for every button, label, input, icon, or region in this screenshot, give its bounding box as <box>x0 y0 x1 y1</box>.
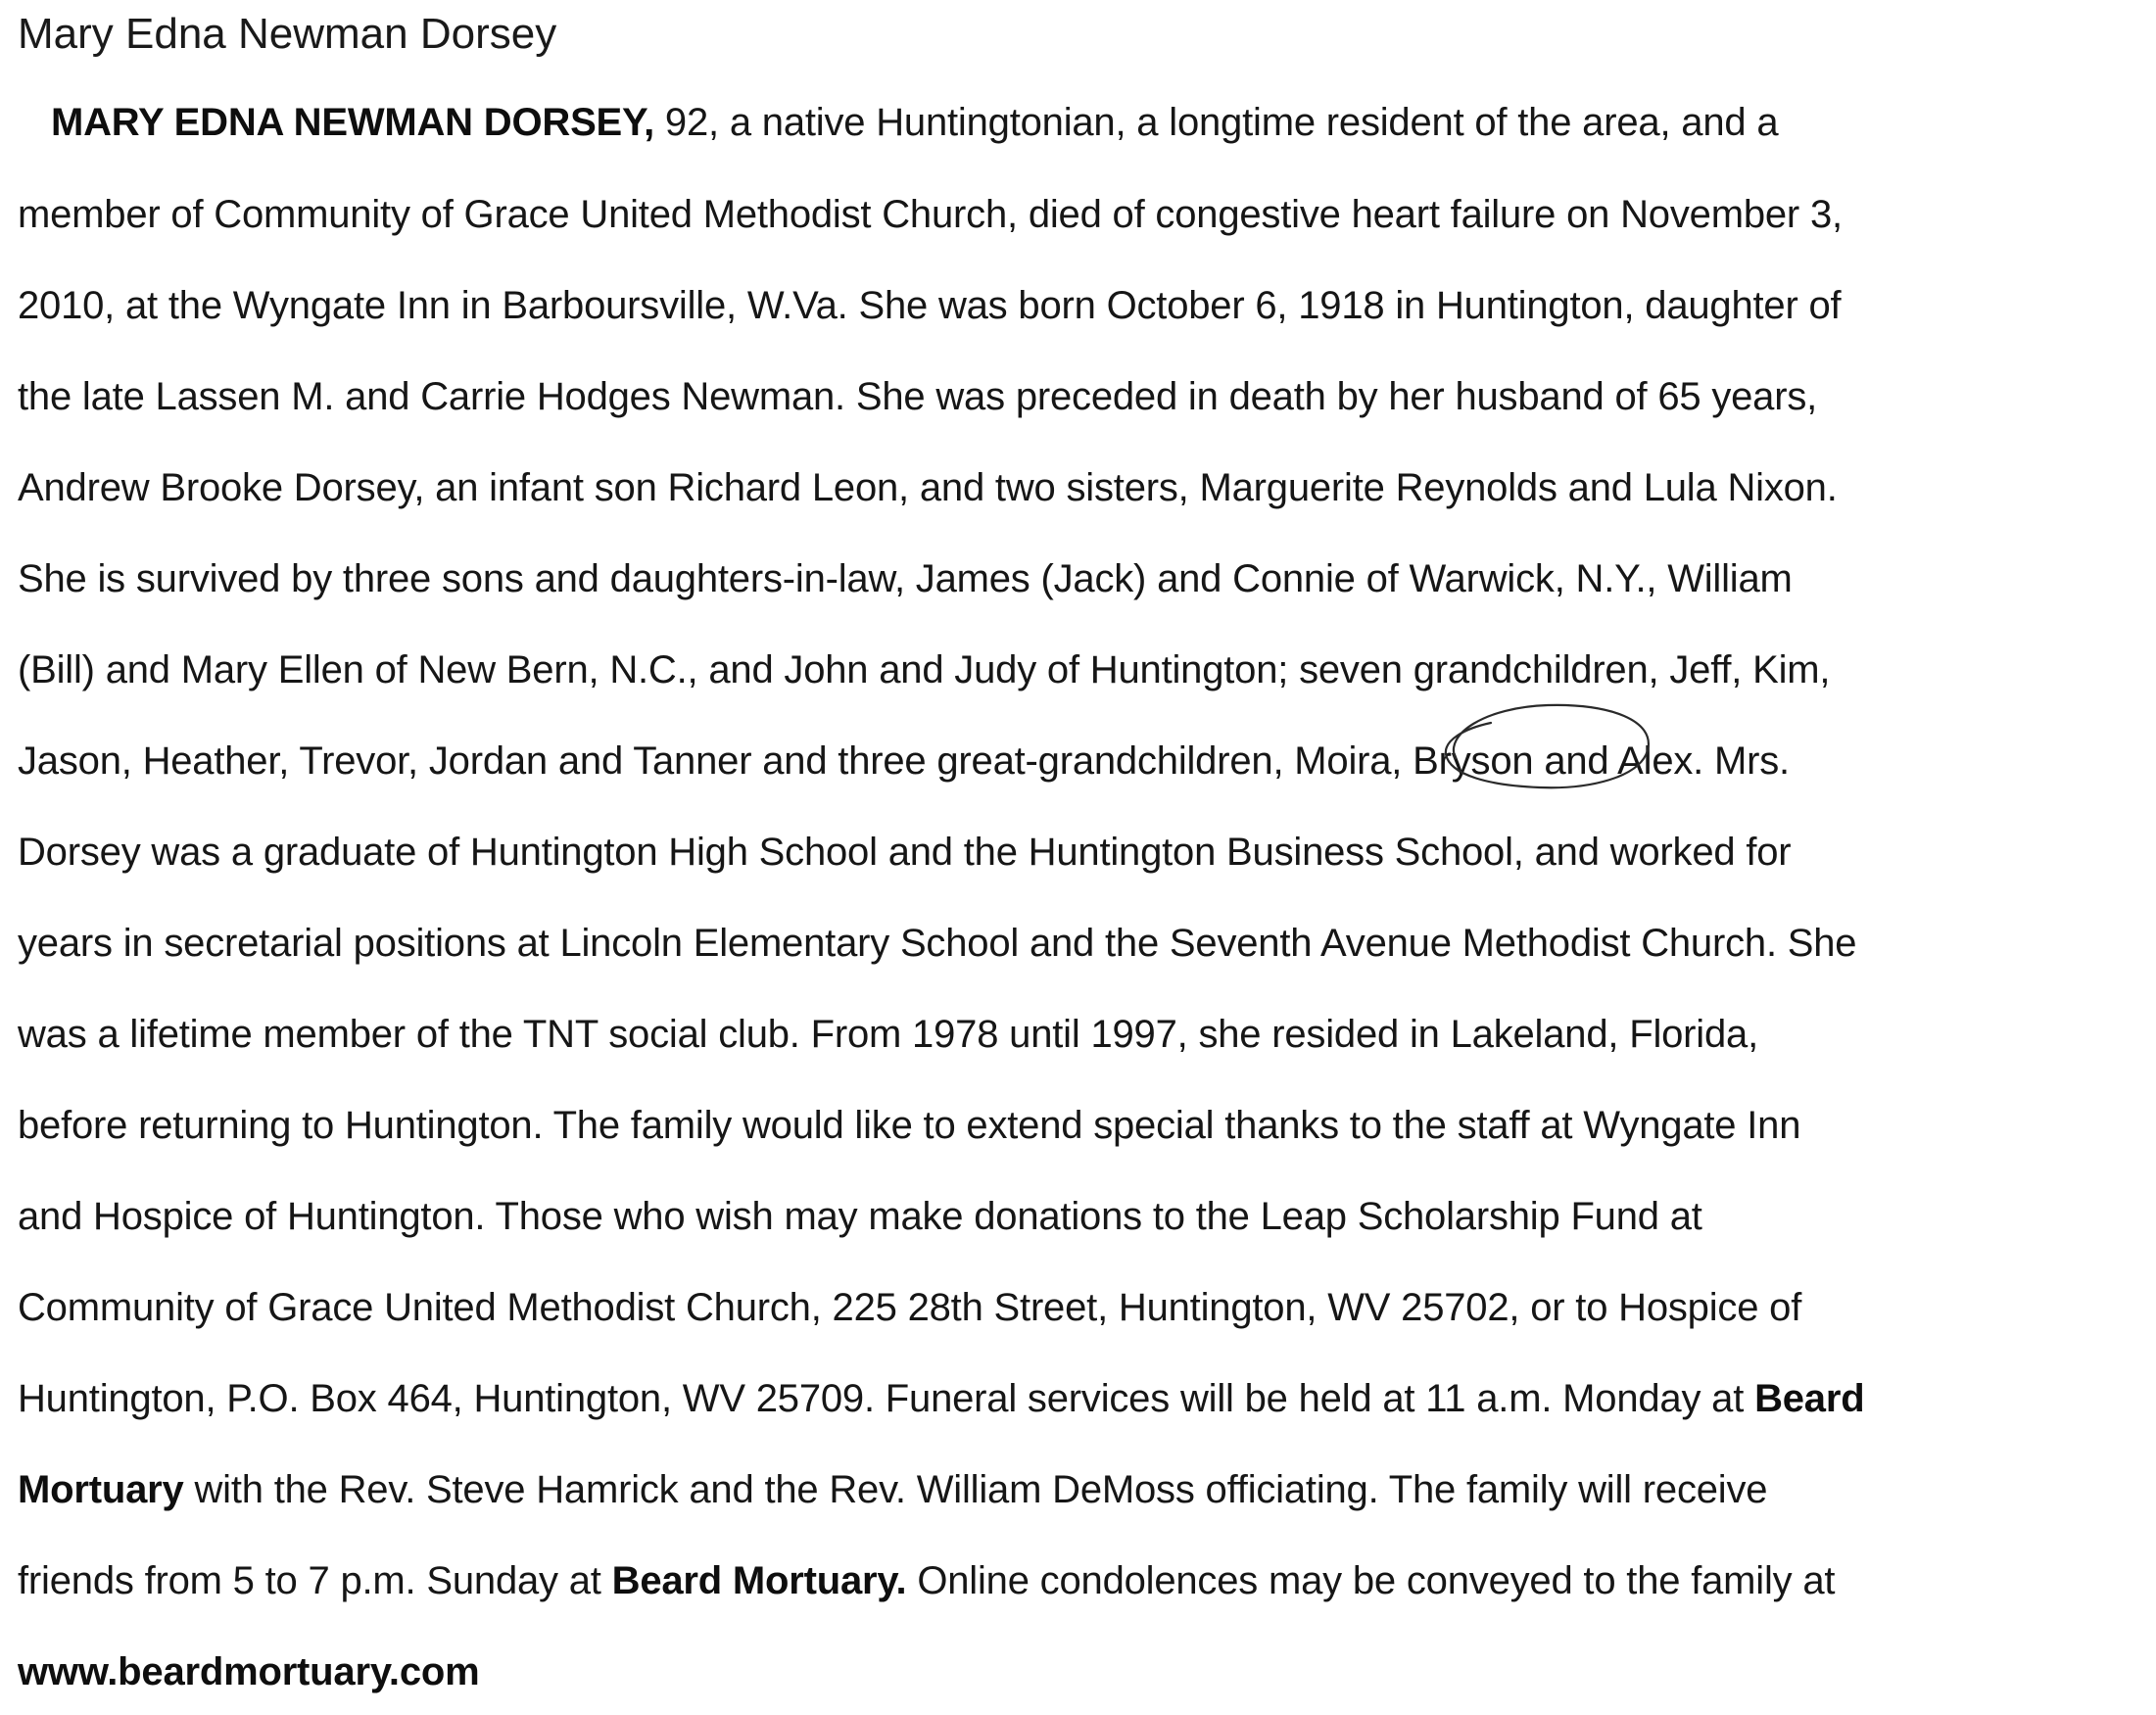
text-line-17-start: friends from 5 to 7 p.m. Sunday at <box>18 1559 612 1602</box>
funeral-home-name: Beard Mortuary. <box>611 1559 907 1602</box>
deceased-name: MARY EDNA NEWMAN DORSEY, <box>51 101 654 144</box>
funeral-home-name-part-2: Mortuary <box>18 1468 184 1511</box>
text-line-6: She is survived by three sons and daughters-in-law, James (Jack) and Connie of Warwick, N.Y., William <box>18 557 1793 600</box>
text-line-12: before returning to Huntington. The family would like to extend special thanks to the staff at Wyngate Inn <box>18 1104 1801 1147</box>
text-line-1 <box>18 99 2156 146</box>
text-line-17-rest: Online condolences may be conveyed to the family at <box>906 1559 1836 1602</box>
text-line-16-rest: with the Rev. Steve Hamrick and the Rev. William DeMoss officiating. The family will receive <box>183 1468 1768 1511</box>
text-line-13: and Hospice of Huntington. Those who wish may make donations to the Leap Scholarship Fund at <box>18 1195 1702 1238</box>
text-line-4: the late Lassen M. and Carrie Hodges Newman. She was preceded in death by her husband of 65 years, <box>18 375 1818 418</box>
text-line-15-main: Huntington, P.O. Box 464, Huntington, WV 25709. Funeral services will be held at 11 a.m. Monday at <box>18 1377 1755 1420</box>
website-url: www.beardmortuary.com <box>18 1650 480 1693</box>
text-line-18 <box>18 1648 2143 1695</box>
text-line-10: years in secretarial positions at Lincoln Elementary School and the Seventh Avenue Methodist Church. She <box>18 922 1857 965</box>
text-line-14: Community of Grace United Methodist Church, 225 28th Street, Huntington, WV 25702, or to Hospice of <box>18 1286 1802 1329</box>
text-line-11: was a lifetime member of the TNT social club. From 1978 until 1997, she resided in Lakeland, Florida, <box>18 1013 1758 1056</box>
text-line-15 <box>18 1375 2143 1422</box>
text-line-8: Jason, Heather, Trevor, Jordan and Tanner and three great-grandchildren, Moira, Bryson and Alex. Mrs. <box>18 739 1790 783</box>
text-line-1-rest: 92, a native Huntingtonian, a longtime resident of the area, and a <box>653 101 1779 144</box>
text-line-17 <box>18 1557 2143 1604</box>
document-title: Mary Edna Newman Dorsey <box>18 10 557 58</box>
text-line-16 <box>18 1466 2143 1513</box>
text-line-9: Dorsey was a graduate of Huntington High School and the Huntington Business School, and worked for <box>18 831 1792 874</box>
text-line-3: 2010, at the Wyngate Inn in Barboursville, W.Va. She was born October 6, 1918 in Huntington, daughter of <box>18 284 1842 327</box>
funeral-home-name-part: Beard <box>1754 1377 1865 1420</box>
text-line-5: Andrew Brooke Dorsey, an infant son Richard Leon, and two sisters, Marguerite Reynolds and Lula Nixon. <box>18 466 1838 509</box>
handwritten-circle-mark <box>1422 691 1667 799</box>
text-line-2: member of Community of Grace United Methodist Church, died of congestive heart failure on November 3, <box>18 193 1843 236</box>
text-line-7: (Bill) and Mary Ellen of New Bern, N.C., and John and Judy of Huntington; seven grandchildren, Jeff, Kim, <box>18 648 1831 691</box>
